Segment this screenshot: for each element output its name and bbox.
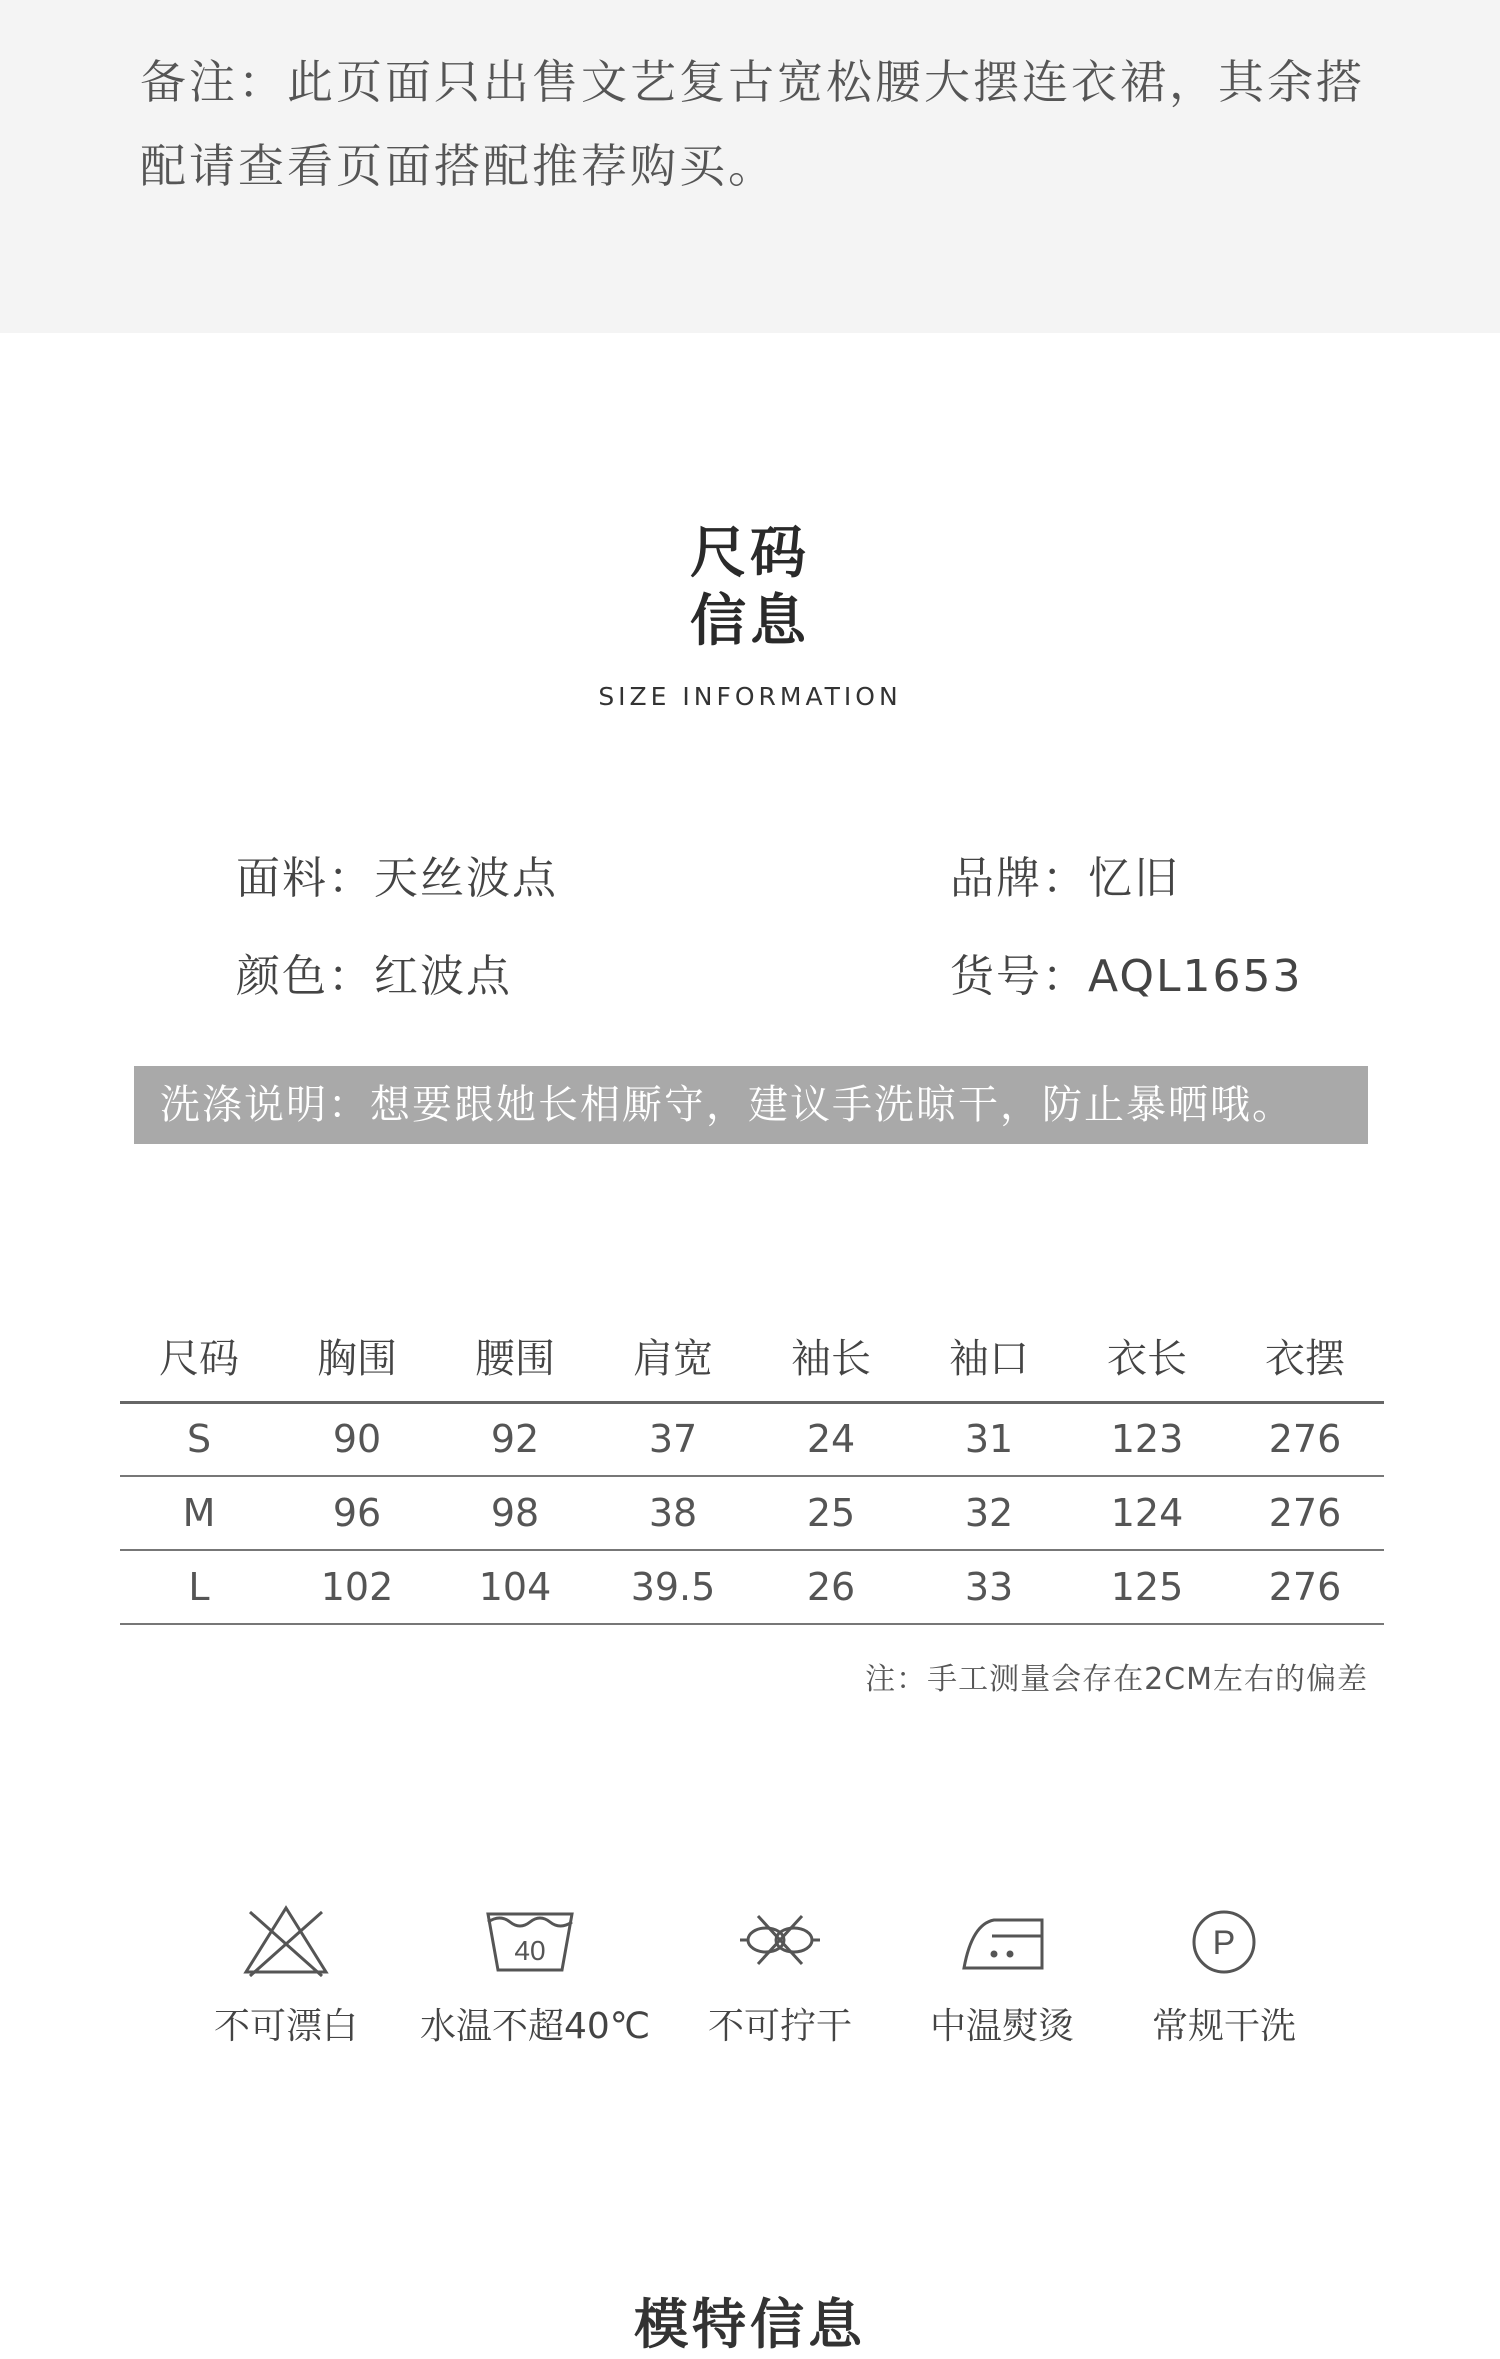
- remark-box: [0, 0, 1500, 333]
- no-bleach-icon: [236, 1900, 336, 1980]
- column-header: 衣长: [1068, 1310, 1226, 1402]
- measurement-note: 注：手工测量会存在2CM左右的偏差: [865, 1662, 1368, 1697]
- fabric-info: 面料：天丝波点: [236, 853, 558, 904]
- table-cell: L: [120, 1550, 278, 1624]
- table-row: [120, 1402, 1384, 1476]
- size-info-title-line2: 信息: [690, 589, 810, 654]
- dry-clean-icon: [1174, 1900, 1274, 1980]
- care-item-iron-medium: [892, 1900, 1112, 2049]
- table-cell: 102: [278, 1550, 436, 1624]
- table-cell: 276: [1226, 1476, 1384, 1550]
- care-item-no-wring: [670, 1900, 890, 2049]
- table-cell: 276: [1226, 1402, 1384, 1476]
- table-cell: 124: [1068, 1476, 1226, 1550]
- table-cell: 98: [436, 1476, 594, 1550]
- no-wring-icon: [730, 1900, 830, 1980]
- table-cell: 92: [436, 1402, 594, 1476]
- wash-temperature-label: 40: [514, 1935, 546, 1966]
- care-instructions: [0, 1900, 1500, 2080]
- size-table-header-row: [120, 1310, 1384, 1402]
- table-cell: 104: [436, 1550, 594, 1624]
- care-label: 不可漂白: [213, 2006, 358, 2047]
- table-cell: 123: [1068, 1402, 1226, 1476]
- wash-instructions: 洗涤说明：想要跟她长相厮守，建议手洗晾干，防止暴晒哦。: [134, 1066, 1368, 1144]
- care-label: 中温熨烫: [929, 2006, 1074, 2047]
- iron-medium-icon: [952, 1900, 1052, 1980]
- table-cell: 25: [752, 1476, 910, 1550]
- table-row: [120, 1476, 1384, 1550]
- table-row: [120, 1550, 1384, 1624]
- table-cell: S: [120, 1402, 278, 1476]
- remark-text: 备注：此页面只出售文艺复古宽松腰大摆连衣裙，其余搭配请查看页面搭配推荐购买。: [140, 55, 1365, 193]
- care-item-no-bleach: [176, 1900, 396, 2049]
- size-info-title-line1: 尺码: [690, 521, 810, 586]
- table-cell: 90: [278, 1402, 436, 1476]
- care-label: 不可拧干: [707, 2006, 852, 2047]
- table-cell: 31: [910, 1402, 1068, 1476]
- table-cell: 26: [752, 1550, 910, 1624]
- care-item-wash-40: [420, 1900, 651, 2049]
- column-header: 肩宽: [594, 1310, 752, 1402]
- care-label: 水温不超40℃: [420, 2006, 651, 2047]
- care-item-dry-clean: [1114, 1900, 1334, 2049]
- column-header: 袖口: [910, 1310, 1068, 1402]
- wash-40-icon: [480, 1900, 580, 1980]
- brand-info: 品牌：忆旧: [950, 853, 1180, 904]
- table-cell: 32: [910, 1476, 1068, 1550]
- table-cell: 125: [1068, 1550, 1226, 1624]
- column-header: 尺码: [120, 1310, 278, 1402]
- table-cell: 38: [594, 1476, 752, 1550]
- table-cell: 276: [1226, 1550, 1384, 1624]
- column-header: 胸围: [278, 1310, 436, 1402]
- column-header: 衣摆: [1226, 1310, 1384, 1402]
- model-info-title: 模特信息: [634, 2293, 866, 2356]
- care-label: 常规干洗: [1151, 2006, 1296, 2047]
- table-cell: 33: [910, 1550, 1068, 1624]
- color-info: 颜色：红波点: [236, 951, 512, 1002]
- size-info-header: [0, 520, 1500, 711]
- dry-clean-letter: P: [1212, 1924, 1236, 1962]
- size-info-subtitle: SIZE INFORMATION: [598, 682, 902, 711]
- table-cell: 24: [752, 1402, 910, 1476]
- item-number-info: 货号：AQL1653: [950, 951, 1303, 1002]
- table-cell: 39.5: [594, 1550, 752, 1624]
- table-cell: M: [120, 1476, 278, 1550]
- table-cell: 96: [278, 1476, 436, 1550]
- column-header: 袖长: [752, 1310, 910, 1402]
- column-header: 腰围: [436, 1310, 594, 1402]
- table-cell: 37: [594, 1402, 752, 1476]
- size-table: [120, 1310, 1384, 1625]
